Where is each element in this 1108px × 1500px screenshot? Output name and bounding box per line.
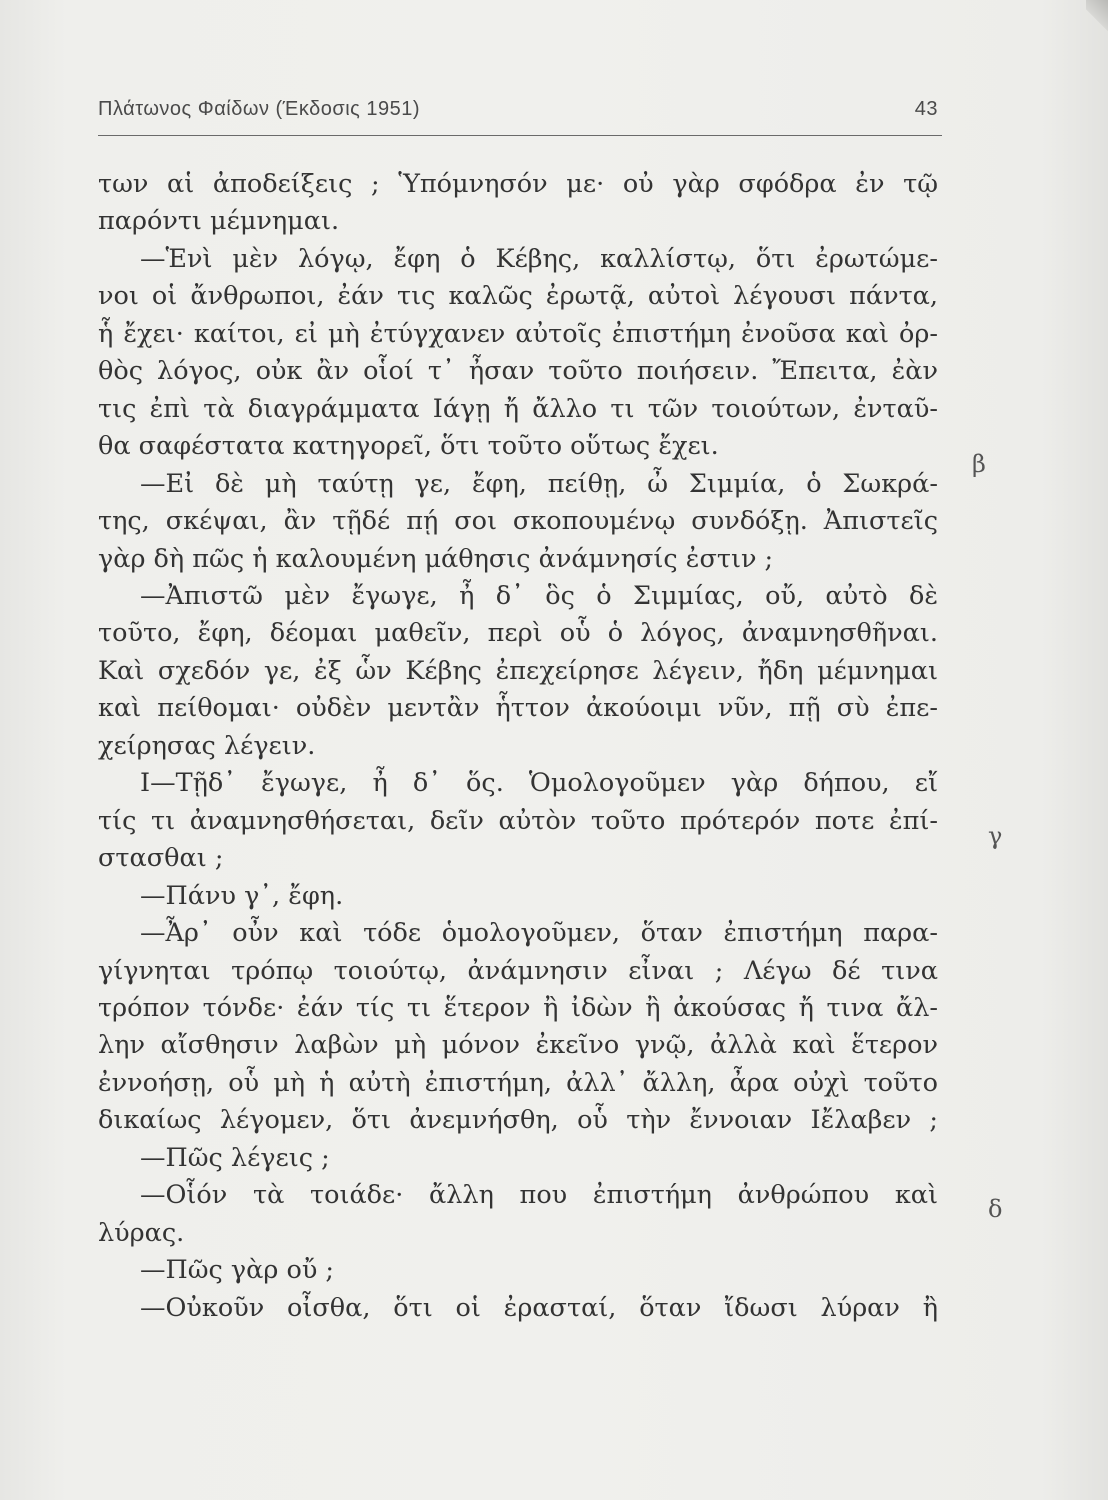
text-line: —Οἷόν τὰ τοιάδε· ἄλλη που ἐπιστήμη ἀνθρώπου καὶ	[140, 1180, 938, 1211]
text-line: λην αἴσθησιν λαβὼν μὴ μόνον ἐκεῖνο γνῷ, ἀλλὰ καὶ ἕτερον	[98, 1030, 938, 1061]
text-line: θα σαφέστατα κατηγορεῖ, ὅτι τοῦτο οὕτως ἔχει.	[98, 431, 719, 462]
text-line: —Εἰ δὲ μὴ ταύτῃ γε, ἔφη, πείθῃ, ὦ Σιμμία, ὁ Σωκρά-	[140, 468, 938, 499]
text-line: παρόντι μέμνημαι.	[98, 206, 340, 237]
text-line: τις ἐπὶ τὰ διαγράμματα Ιάγῃ ἤ ἄλλο τι τῶν τοιούτων, ἐνταῦ-	[98, 393, 938, 424]
main-text	[98, 166, 938, 1327]
text-line: των αἱ ἀποδείξεις ; Ὑπόμνησόν με· οὐ γὰρ σφόδρα ἐν τῷ	[98, 169, 938, 199]
text-line: ἧ ἔχει· καίτοι, εἰ μὴ ἐτύγχανεν αὐτοῖς ἐπιστήμη ἐνοῦσα καὶ ὀρ-	[98, 318, 938, 349]
margin-note-b: β	[972, 450, 986, 478]
running-title: Πλάτωνος Φαίδων (Έκδοσις 1951)	[98, 98, 421, 120]
text-line: της, σκέψαι, ἂν τῇδέ πῄ σοι σκοπουμένῳ συνδόξῃ. Ἀπιστεῖς	[98, 506, 938, 537]
text-line: λύρας.	[98, 1217, 185, 1248]
text-line: —Πῶς λέγεις ;	[140, 1142, 330, 1173]
text-line: —Ἀπιστῶ μὲν ἔγωγε, ἦ δ᾽ ὃς ὁ Σιμμίας, οὔ, αὐτὸ δὲ	[140, 580, 938, 611]
margin-note-g: γ	[988, 822, 1003, 850]
text-line: —Ἆρ᾽ οὖν καὶ τόδε ὁμολογοῦμεν, ὅταν ἐπιστήμη παρα-	[140, 918, 938, 949]
text-line: Καὶ σχεδόν γε, ἐξ ὧν Κέβης ἐπεχείρησε λέγειν, ἤδη μέμνημαι	[98, 655, 938, 686]
margin-note-d: δ	[988, 1195, 1003, 1223]
text-line: θὸς λόγος, οὐκ ἂν οἷοί τ᾽ ἦσαν τοῦτο ποιήσειν. Ἔπειτα, ἐὰν	[98, 356, 938, 387]
text-line: νοι οἱ ἄνθρωποι, ἐάν τις καλῶς ἐρωτᾷ, αὐτοὶ λέγουσι πάντα,	[98, 281, 938, 312]
text-line: —Ἑνὶ μὲν λόγῳ, ἔφη ὁ Κέβης, καλλίστῳ, ὅτι ἐρωτώμε-	[140, 243, 938, 274]
running-header	[98, 98, 938, 121]
page-corner-shadow	[1086, 0, 1108, 40]
text-line: τίς τι ἀναμνησθήσεται, δεῖν αὐτὸν τοῦτο πρότερόν ποτε ἐπί-	[98, 805, 938, 836]
header-rule	[98, 135, 942, 136]
text-line: δικαίως λέγομεν, ὅτι ἀνεμνήσθη, οὗ τὴν ἔννοιαν Ιἔλαβεν ;	[98, 1105, 938, 1136]
text-line: —Πῶς γὰρ οὔ ;	[140, 1255, 335, 1286]
text-line: γὰρ δὴ πῶς ἡ καλουμένη μάθησις ἀνάμνησίς ἐστιν ;	[98, 543, 774, 574]
text-line: τοῦτο, ἔφη, δέομαι μαθεῖν, περὶ οὗ ὁ λόγος, ἀναμνησθῆναι.	[98, 618, 938, 649]
text-line: τρόπον τόνδε· ἐάν τίς τι ἕτερον ἢ ἰδὼν ἢ ἀκούσας ἤ τινα ἄλ-	[98, 992, 938, 1023]
text-line: στασθαι ;	[98, 843, 224, 874]
text-line: ἐννοήσῃ, οὗ μὴ ἡ αὐτὴ ἐπιστήμη, ἀλλ᾽ ἄλλη, ἆρα οὐχὶ τοῦτο	[98, 1067, 938, 1098]
text-line: γίγνηται τρόπῳ τοιούτῳ, ἀνάμνησιν εἶναι ; Λέγω δέ τινα	[98, 955, 938, 986]
text-line: —Οὐκοῦν οἶσθα, ὅτι οἱ ἐρασταί, ὅταν ἴδωσι λύραν ἢ	[140, 1292, 938, 1323]
page-number: 43	[914, 98, 938, 120]
text-line: Ι—Τῇδ᾽ ἔγωγε, ἦ δ᾽ ὅς. Ὁμολογοῦμεν γὰρ δήπου, εἴ	[140, 768, 938, 799]
text-line: καὶ πείθομαι· οὐδὲν μεντἂν ἧττον ἀκούοιμι νῦν, πῇ σὺ ἐπε-	[98, 693, 938, 724]
text-line: χείρησας λέγειν.	[98, 730, 316, 761]
text-line: —Πάνυ γ᾽, ἔφη.	[140, 880, 344, 911]
